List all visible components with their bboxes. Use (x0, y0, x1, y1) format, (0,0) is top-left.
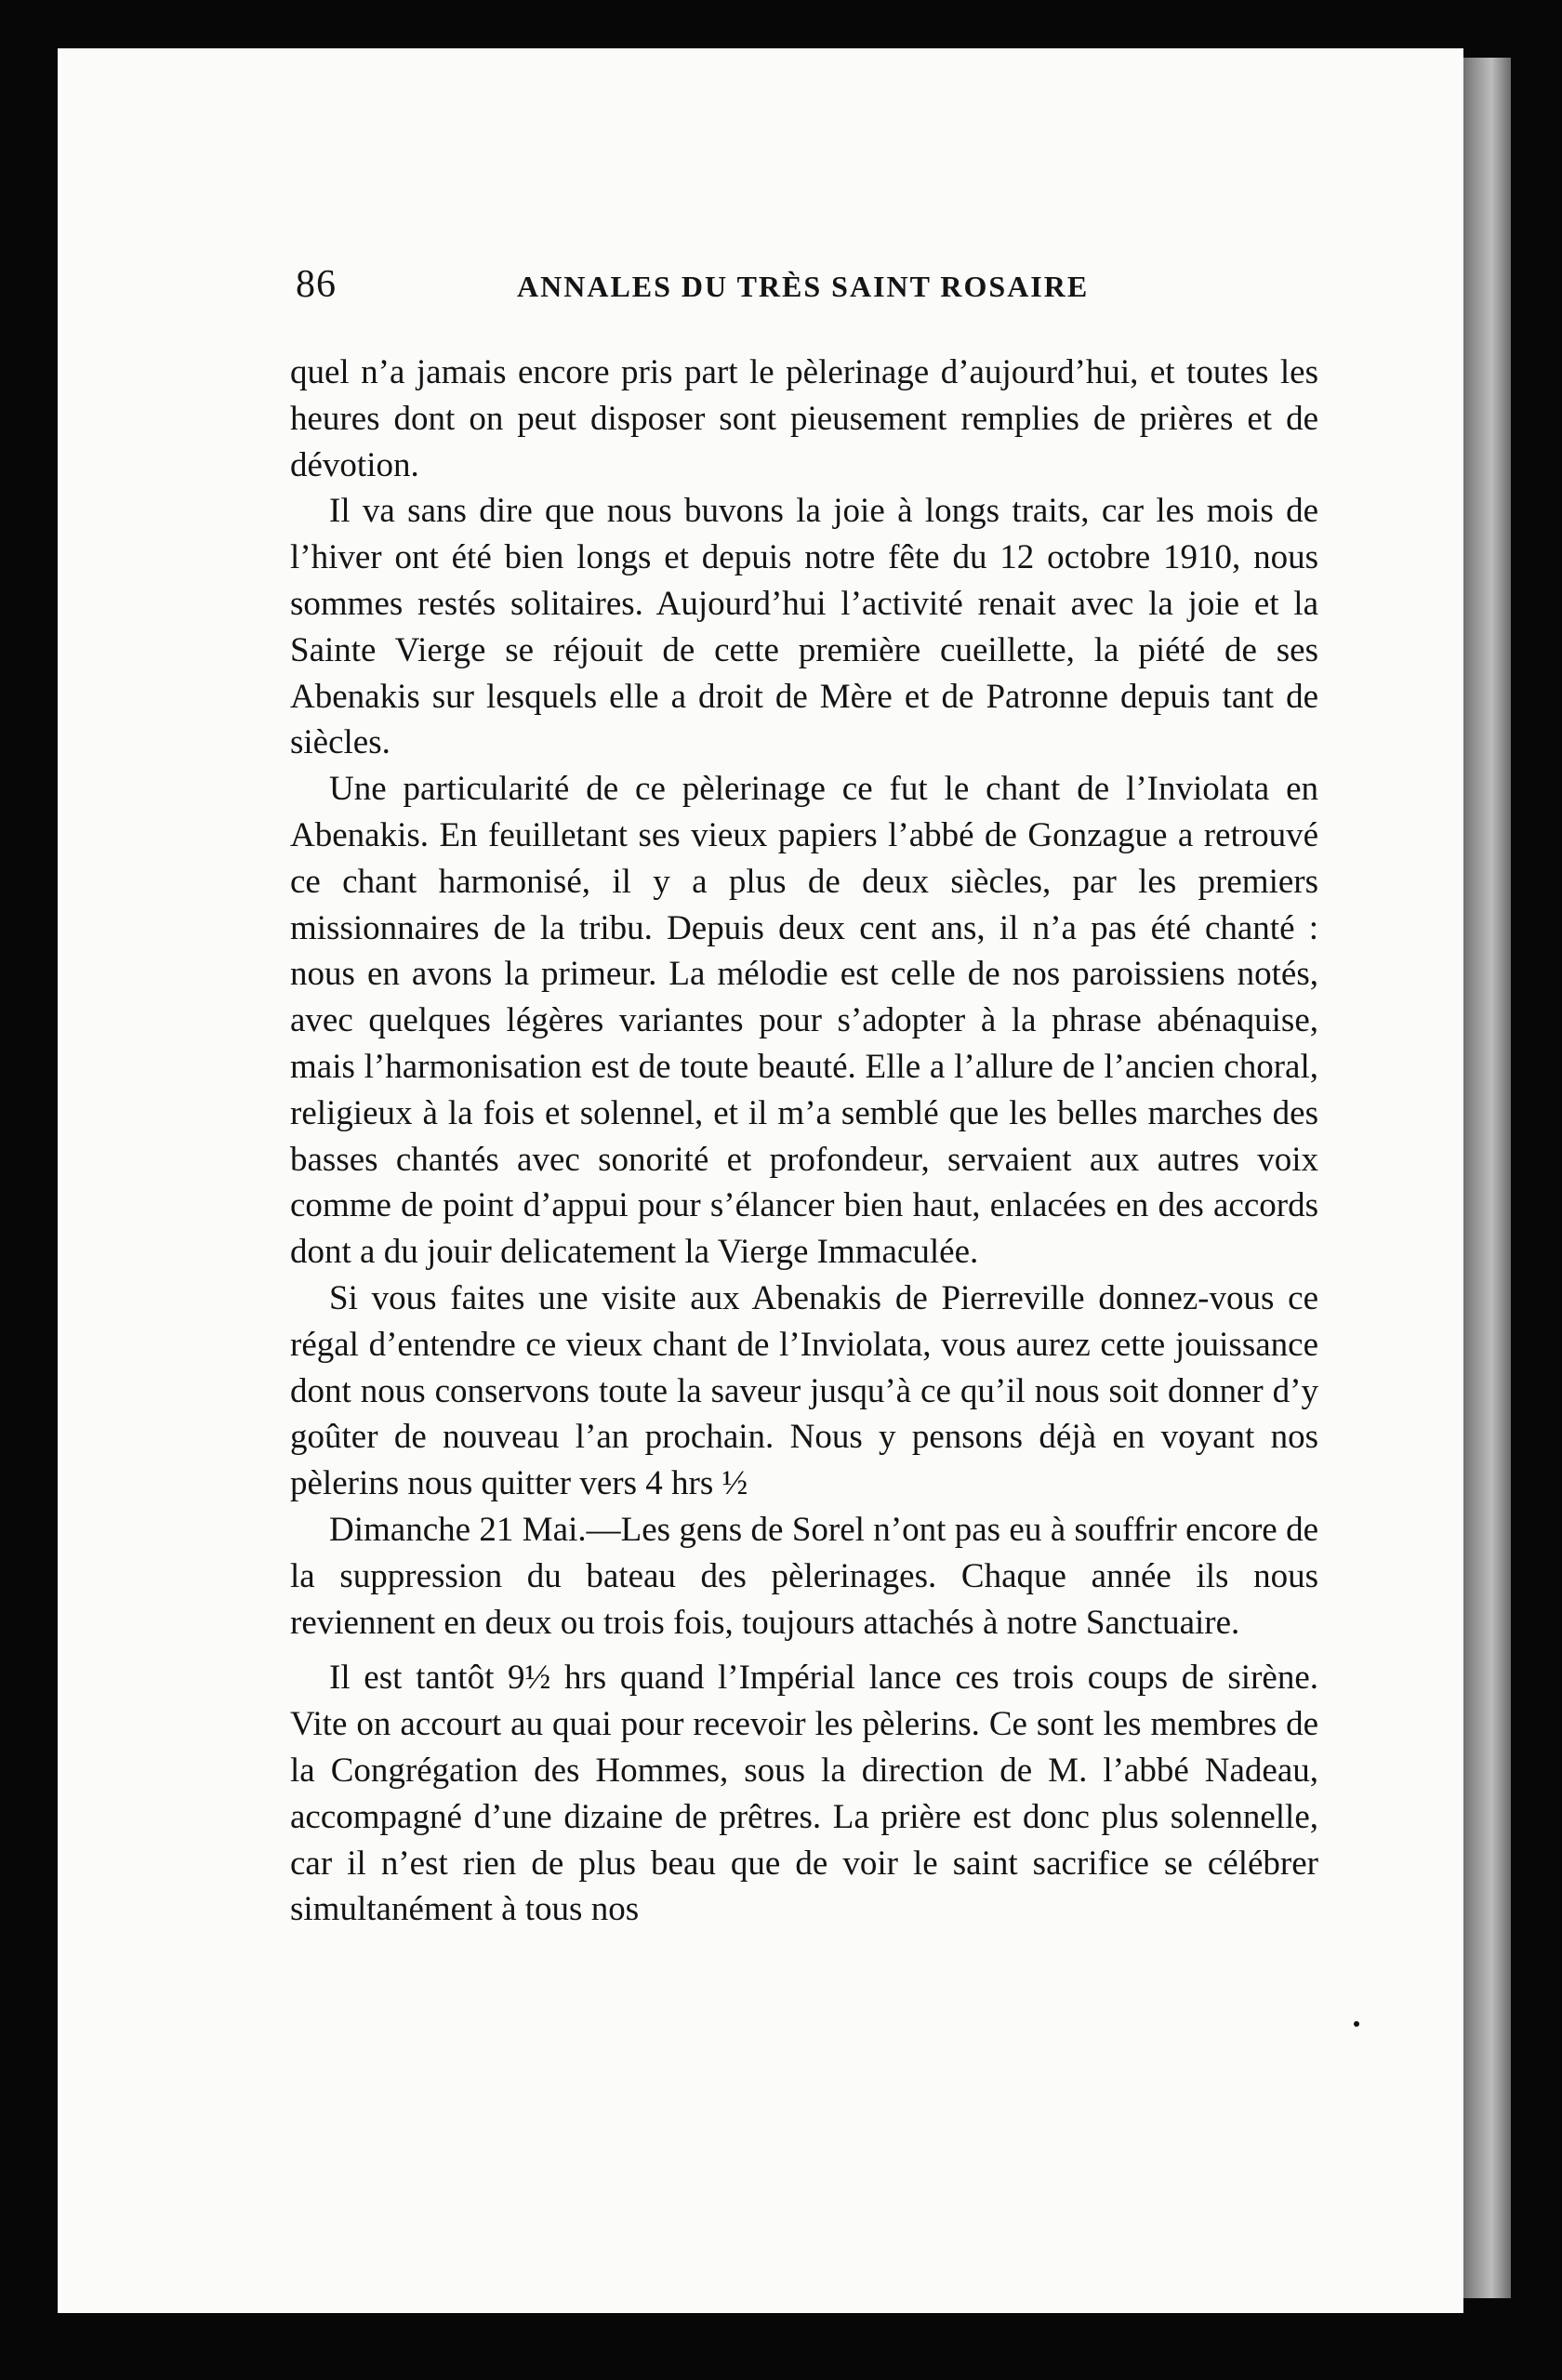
page-header (296, 262, 1318, 318)
running-title: ANNALES DU TRÈS SAINT ROSAIRE (517, 270, 1090, 303)
paragraph-1: quel n’a jamais encore pris part le pèlerinage d’aujourd’hui, et toutes les heures dont on peut disposer sont pieusement remplies de prières et de dévotion. (290, 353, 1318, 484)
paragraph-3: Une particularité de ce pèlerinage ce fut le chant de l’Inviolata en Abenakis. En feuilletant ses vieux papiers l’abbé de Gonzague a retrouvé ce chant harmonisé, il y a plus de deux siècles, par les premiers missionnaires de la tribu. Depuis deux cent ans, il n’a pas été chanté : nous en avons la primeur. La mélodie est celle de nos paroissiens notés, avec quelques légères variantes pour s’adopter à la phrase abénaquise, mais l’harmonisation est de toute beauté. Elle a l’allure de l’ancien choral, religieux à la fois et solennel, et il m’a semblé que les belles marches des basses chantés avec sonorité et profondeur, servaient aux autres voix comme de point d’appui pour s’élancer bien haut, enlacées en des accords dont a du jouir delicatement la Vierge Immaculée. (290, 770, 1318, 1272)
margin-dot (1354, 2021, 1359, 2027)
body-text (290, 350, 1318, 1933)
paragraph-6: Il est tantôt 9½ hrs quand l’Impérial lance ces trois coups de sirène. Vite on accourt au quai pour recevoir les pèlerins. Ce sont les membres de la Congrégation des Hommes, sous la direction de M. l’abbé Nadeau, accompagné d’une dizaine de prêtres. La prière est donc plus solennelle, car il n’est rien de plus beau que de voir le saint sacrifice se célébrer simultanément à tous nos (290, 1659, 1318, 1929)
paragraph-4: Si vous faites une visite aux Abenakis de Pierreville donnez-vous ce régal d’entendre ce vieux chant de l’Inviolata, vous aurez cette jouissance dont nous conservons toute la saveur jusqu’à ce qu’il nous soit donner d’y goûter de nouveau l’an prochain. Nous y pensons déjà en voyant nos pèlerins nous quitter vers 4 hrs ½ (290, 1278, 1318, 1503)
paragraph-5: Dimanche 21 Mai.—Les gens de Sorel n’ont pas eu à souffrir encore de la suppression du bateau des pèlerinages. Chaque année ils nous reviennent en deux ou trois fois, toujours attachés à notre Sanctuaire. (290, 1510, 1318, 1642)
paragraph-2: Il va sans dire que nous buvons la joie à longs traits, car les mois de l’hiver ont été bien longs et depuis notre fête du 12 octobre 1910, nous sommes restés solitaires. Aujourd’hui l’activité renait avec la joie et la Sainte Vierge se réjouit de cette première cueillette, la piété de ses Abenakis sur lesquels elle a droit de Mère et de Patronne depuis tant de siècles. (290, 492, 1318, 762)
page-number: 86 (296, 263, 337, 306)
